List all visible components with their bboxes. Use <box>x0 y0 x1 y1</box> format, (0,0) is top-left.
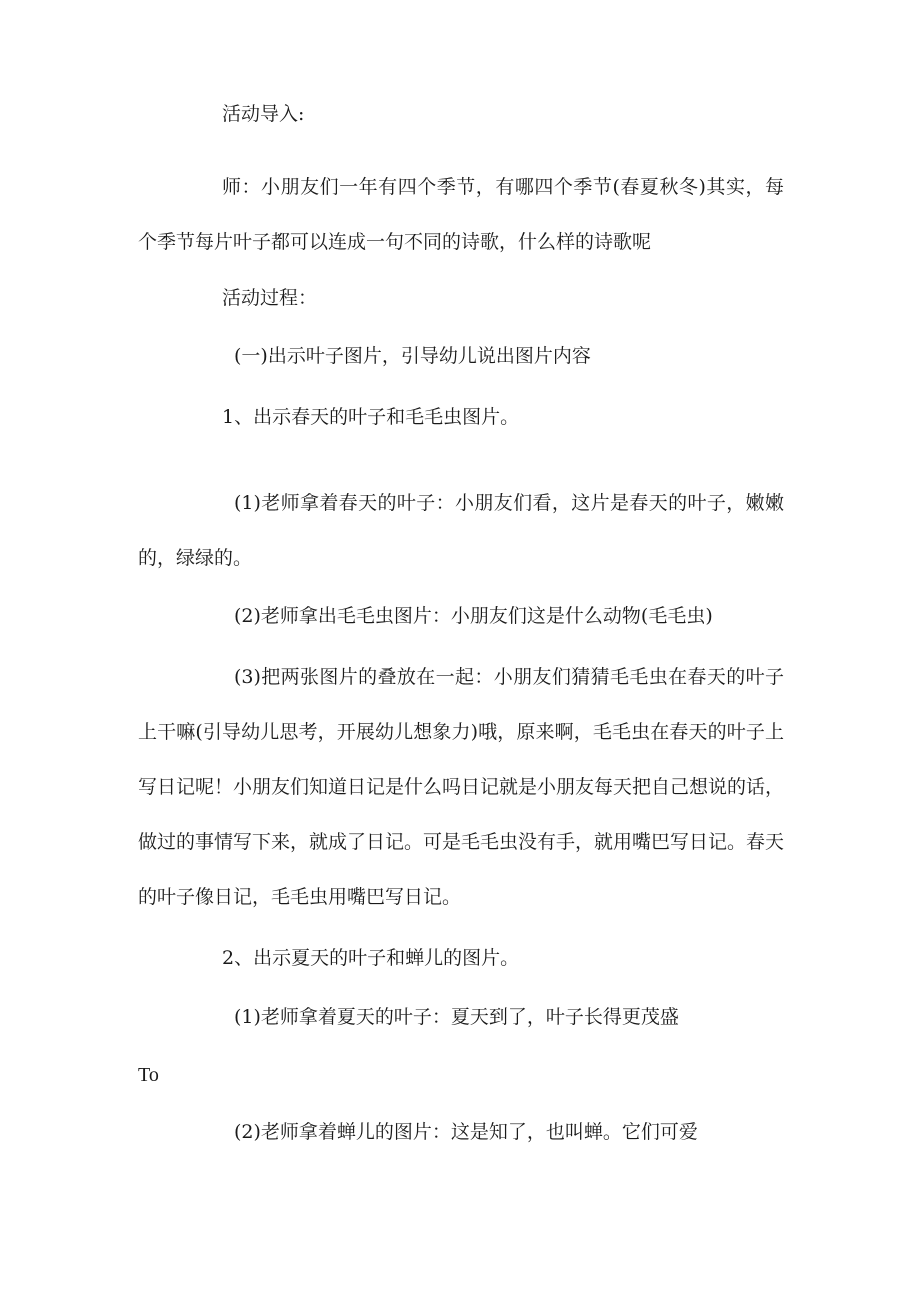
paragraph-caterpillar-picture: (2)老师拿出毛毛虫图片：小朋友们这是什么动物(毛毛虫) <box>234 605 713 627</box>
item-spring-leaf-caterpillar: 1、出示春天的叶子和毛毛虫图片。 <box>222 406 520 428</box>
paragraph-cicada-picture: (2)老师拿着蝉儿的图片：这是知了，也叫蝉。它们可爱 <box>234 1121 698 1143</box>
paragraph-spring-leaf: (1)老师拿着春天的叶子：小朋友们看，这片是春天的叶子，嫩嫩的，绿绿的。 <box>138 492 784 569</box>
heading-activity-intro: 活动导入: <box>222 103 305 125</box>
section-show-leaf-pictures: (一)出示叶子图片，引导幼儿说出图片内容 <box>234 345 591 367</box>
paragraph-summer-leaf: (1)老师拿着夏天的叶子：夏天到了，叶子长得更茂盛 <box>234 1006 679 1028</box>
heading-activity-process: 活动过程： <box>222 287 318 309</box>
item-summer-leaf-cicada: 2、出示夏天的叶子和蝉儿的图片。 <box>222 947 520 969</box>
stray-text: To <box>138 1064 159 1086</box>
paragraph-teacher-intro: 师：小朋友们一年有四个季节，有哪四个季节(春夏秋冬)其实，每个季节每片叶子都可以连成一句不同的诗歌，什么样的诗歌呢 <box>138 176 784 253</box>
paragraph-stack-pictures: (3)把两张图片的叠放在一起：小朋友们猜猜毛毛虫在春天的叶子上干嘛(引导幼儿思考，开展幼儿想象力)哦，原来啊，毛毛虫在春天的叶子上写日记呢！小朋友们知道日记是什么吗日记就是小朋友每天把自己想说的话，做过的事情写下来，就成了日记。可是毛毛虫没有手，就用嘴巴写日记。春天的叶子像日记，毛毛虫用嘴巴写日记。 <box>138 666 785 908</box>
